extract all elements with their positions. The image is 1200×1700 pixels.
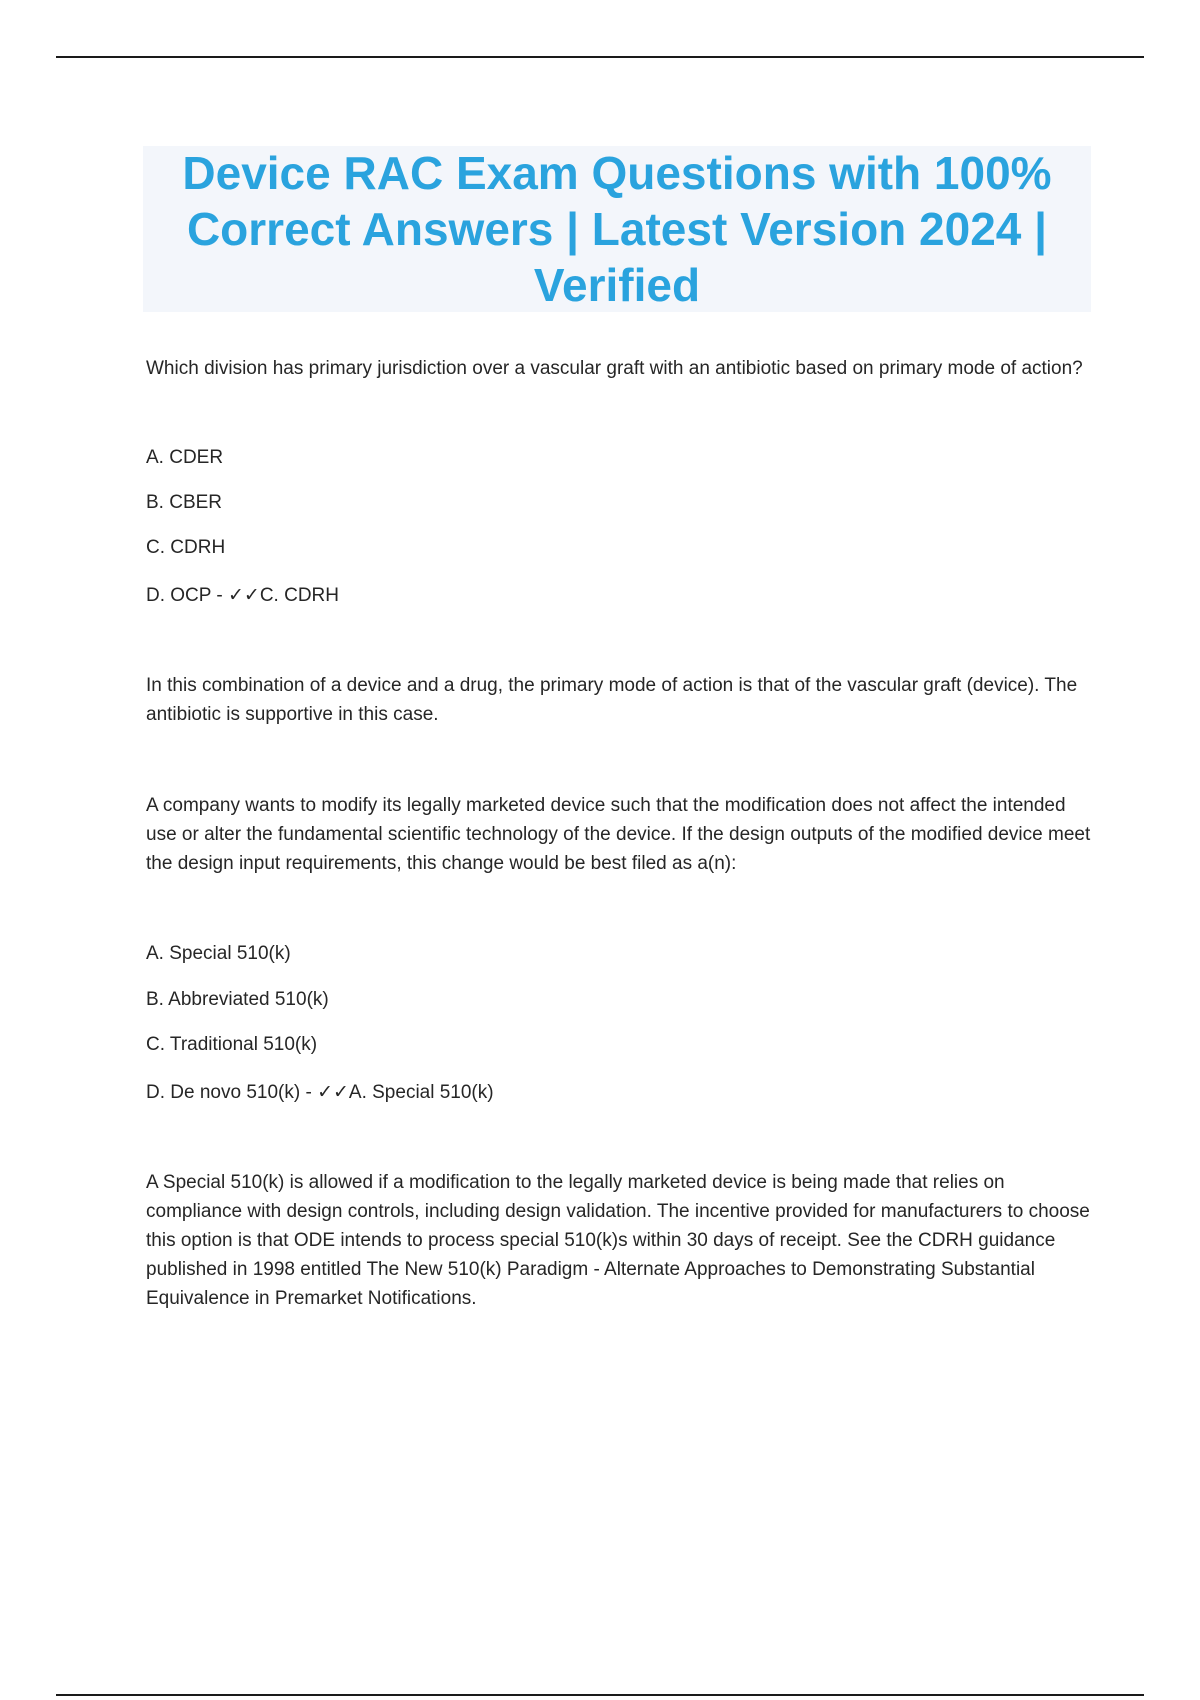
title-banner [143,146,1091,312]
question-2-option-b: B. Abbreviated 510(k) [146,989,329,1010]
question-2-explanation: A Special 510(k) is allowed if a modification to the legally marketed device is being made that relies on compliance with design controls, including design validation. The incentive provided for manufacturers to choose this option is that ODE intends to process special 510(k)s within 30 days of receipt. See the CDRH guidance published in 1998 entitled The New 510(k) Paradigm - Alternate Approaches to Demonstrating Substantial Equivalence in Premarket Notifications. [146,1172,1090,1309]
question-1 [146,354,1096,729]
document-body [146,354,1096,1313]
bottom-rule [56,1694,1144,1696]
question-1-prompt: Which division has primary jurisdiction over a vascular graft with an antibiotic based on primary mode of action? [146,358,1083,379]
question-1-option-b: B. CBER [146,492,223,513]
question-2-option-c: C. Traditional 510(k) [146,1034,318,1055]
question-1-option-a: A. CDER [146,447,224,468]
question-2-option-a: A. Special 510(k) [146,943,291,964]
question-1-option-c: C. CDRH [146,537,226,558]
question-2-prompt: A company wants to modify its legally marketed device such that the modification does not affect the intended use or alter the fundamental scientific technology of the device. If the design outputs of the modified device meet the design input requirements, this change would be best filed as a(n): [146,795,1091,874]
question-1-option-d-answer: D. OCP - ✓✓C. CDRH [146,585,339,606]
document-title: Device RAC Exam Questions with 100% Correct Answers | Latest Version 2024 | Verified [182,147,1052,311]
top-rule [56,56,1144,58]
question-2 [146,791,1096,1313]
question-1-explanation: In this combination of a device and a drug, the primary mode of action is that of the vascular graft (device). The antibiotic is supportive in this case. [146,675,1078,725]
question-2-option-d-answer: D. De novo 510(k) - ✓✓A. Special 510(k) [146,1082,494,1103]
